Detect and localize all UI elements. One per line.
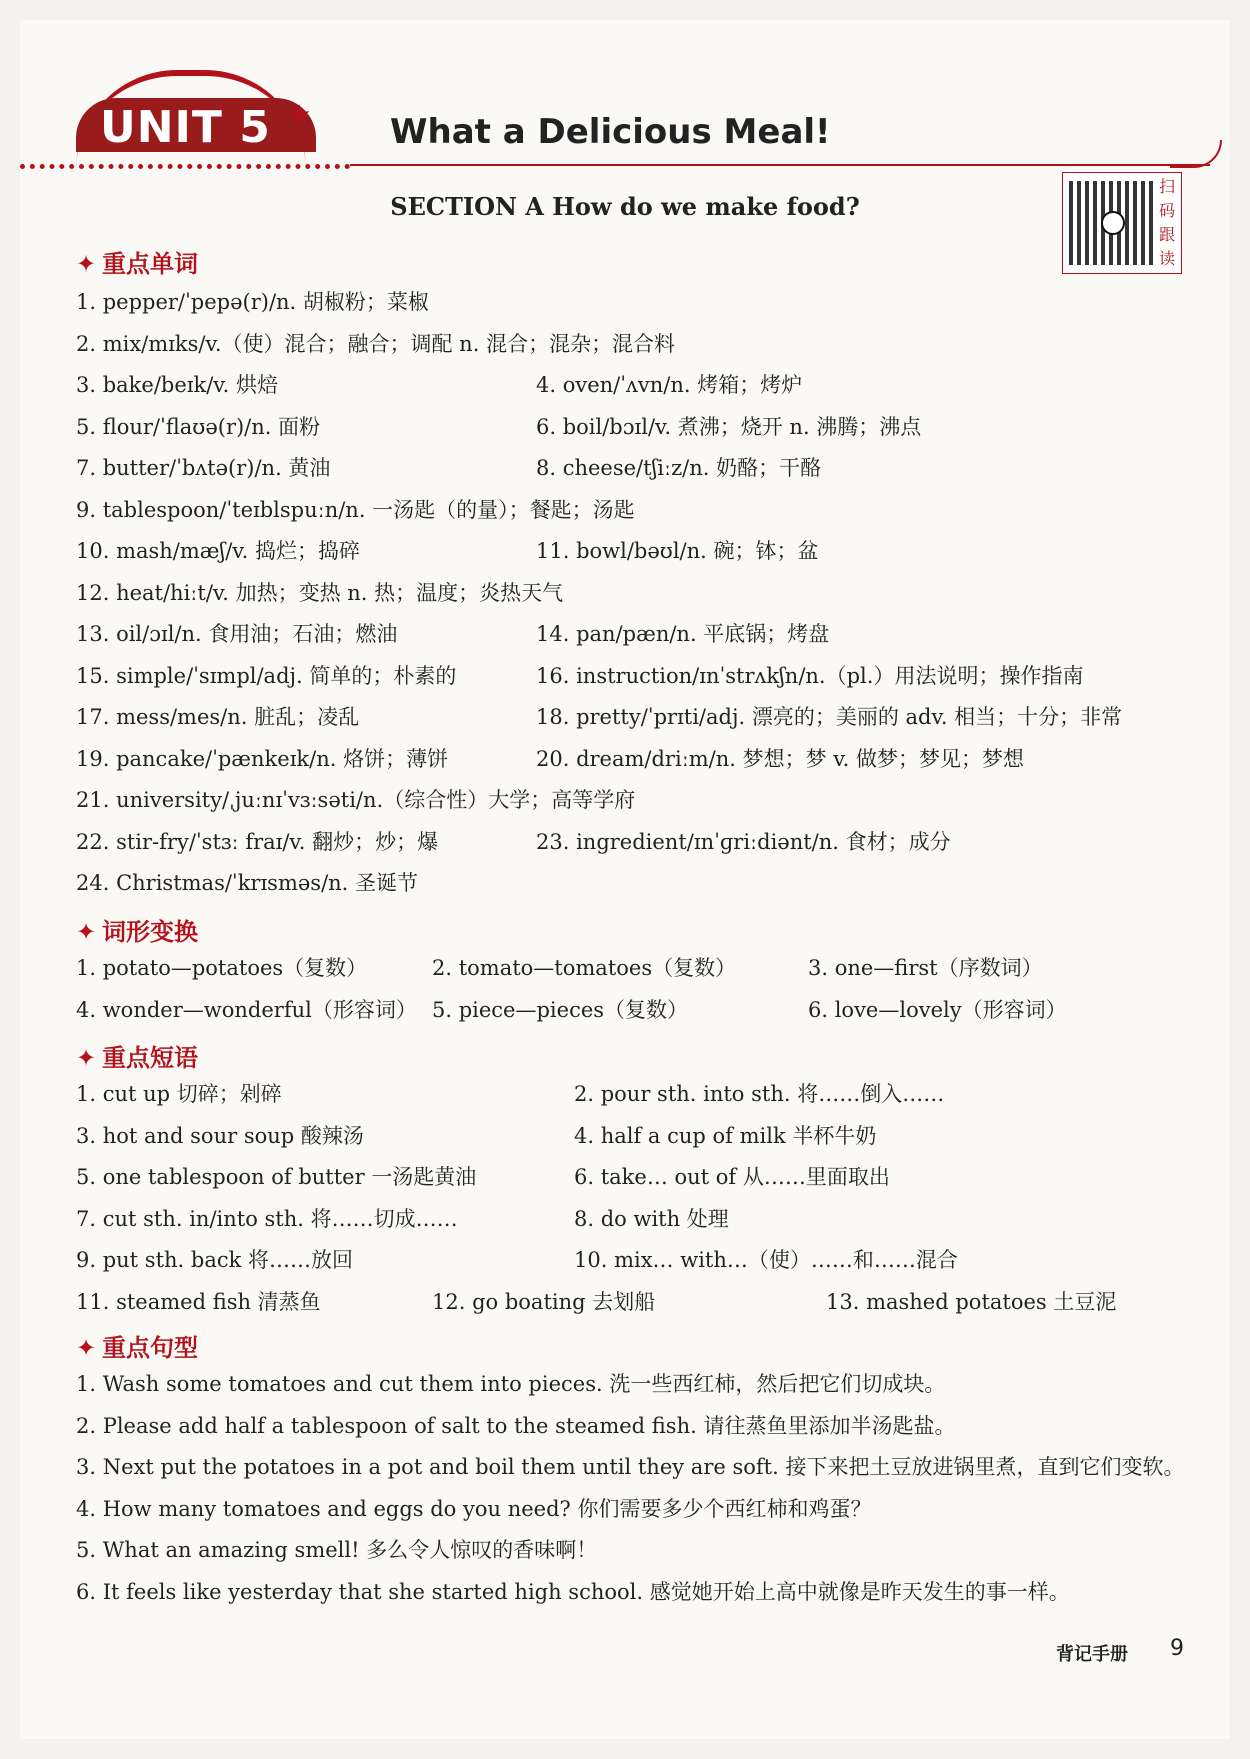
- wordform-item: 5. piece—pieces（复数）: [432, 997, 689, 1022]
- sentence-item: 4. How many tomatoes and eggs do you need? 你们需要多少个西红柿和鸡蛋？: [76, 1496, 872, 1521]
- phrase-item: 9. put sth. back 将……放回: [76, 1248, 354, 1272]
- heading-sentences: ✦ 重点句型: [76, 1334, 198, 1362]
- phrase-item: 1. cut up 切碎；剁碎: [76, 1082, 282, 1106]
- vocab-item: 12. heat/hiːt/v. 加热；变热 n. 热；温度；炎热天气: [76, 580, 564, 605]
- vocab-item: 5. flour/ˈflaʊə(r)/n. 面粉: [76, 414, 321, 439]
- vocab-item: 2. mix/mɪks/v.（使）混合；融合；调配 n. 混合；混杂；混合料: [76, 331, 676, 356]
- phrase-item: 4. half a cup of milk 半杯牛奶: [574, 1123, 877, 1148]
- vocab-item: 17. mess/mes/n. 脏乱；凌乱: [76, 705, 360, 729]
- phrase-item: 2. pour sth. into sth. 将……倒入……: [574, 1082, 945, 1106]
- vocab-item: 8. cheese/tʃiːz/n. 奶酪；干酪: [536, 456, 822, 480]
- vocab-item: 18. pretty/ˈprɪti/adj. 漂亮的；美丽的 adv. 相当；十分；非常: [536, 705, 1123, 729]
- wordform-item: 2. tomato—tomatoes（复数）: [432, 956, 737, 980]
- vocab-item: 13. oil/ɔɪl/n. 食用油；石油；燃油: [76, 622, 398, 646]
- sentence-item: 6. It feels like yesterday that she started high school. 感觉她开始上高中就像是昨天发生的事一样。: [76, 1579, 1070, 1604]
- star-icon: ★: [288, 100, 312, 130]
- vocab-item: 19. pancake/ˈpænkeɪk/n. 烙饼；薄饼: [76, 746, 449, 771]
- vocab-item: 1. pepper/ˈpepə(r)/n. 胡椒粉；菜椒: [76, 290, 429, 314]
- qr-code[interactable]: [1062, 172, 1182, 274]
- heading-phrases: ✦ 重点短语: [76, 1044, 198, 1072]
- vocab-item: 14. pan/pæn/n. 平底锅；烤盘: [536, 622, 830, 646]
- sentence-item: 1. Wash some tomatoes and cut them into pieces. 洗一些西红柿，然后把它们切成块。: [76, 1372, 946, 1396]
- vocab-item: 9. tablespoon/ˈteɪblspuːn/n. 一汤匙（的量）；餐匙；汤匙: [76, 497, 635, 522]
- header-rule: [350, 164, 1210, 166]
- vocab-item: 21. university/ˌjuːnɪˈvɜːsəti/n.（综合性）大学；高等学府: [76, 788, 636, 812]
- wordform-item: 3. one—first（序数词）: [808, 956, 1043, 980]
- vocab-item: 11. bowl/bəʊl/n. 碗；钵；盆: [536, 539, 819, 563]
- vocab-item: 23. ingredient/ɪnˈɡriːdiənt/n. 食材；成分: [536, 829, 951, 854]
- phrase-item: 6. take… out of 从……里面取出: [574, 1165, 890, 1189]
- page-title: What a Delicious Meal!: [390, 112, 831, 152]
- vocab-item: 22. stir-fry/ˈstɜː fraɪ/v. 翻炒；炒；爆: [76, 829, 439, 854]
- heading-wordforms: ✦ 词形变换: [76, 918, 198, 946]
- unit-badge: [76, 70, 306, 152]
- vocab-item: 15. simple/ˈsɪmpl/adj. 简单的；朴素的: [76, 663, 457, 688]
- vocab-item: 24. Christmas/ˈkrɪsməs/n. 圣诞节: [76, 871, 419, 895]
- section-title: SECTION A How do we make food?: [390, 192, 860, 221]
- vocab-item: 7. butter/ˈbʌtə(r)/n. 黄油: [76, 456, 331, 480]
- wordform-item: 6. love—lovely（形容词）: [808, 997, 1067, 1022]
- qr-label: 扫码跟读: [1159, 177, 1176, 268]
- vocab-item: 16. instruction/ɪnˈstrʌkʃn/n.（pl.）用法说明；操作指南: [536, 663, 1084, 688]
- phrase-item: 7. cut sth. in/into sth. 将……切成……: [76, 1206, 458, 1231]
- phrase-item: 8. do with 处理: [574, 1206, 729, 1231]
- sentence-item: 5. What an amazing smell! 多么令人惊叹的香味啊！: [76, 1538, 598, 1562]
- phrase-item: 3. hot and sour soup 酸辣汤: [76, 1123, 364, 1148]
- heading-icon: ✦: [76, 1334, 97, 1362]
- phrase-item: 5. one tablespoon of butter 一汤匙黄油: [76, 1165, 477, 1189]
- header-dotted-rule: [20, 164, 350, 169]
- wordform-item: 1. potato—potatoes（复数）: [76, 956, 368, 980]
- vocab-item: 3. bake/beɪk/v. 烘焙: [76, 373, 279, 397]
- vocab-item: 10. mash/mæʃ/v. 捣烂；捣碎: [76, 539, 361, 563]
- page-number: 9: [1170, 1636, 1184, 1661]
- phrase-item: 11. steamed fish 清蒸鱼: [76, 1289, 321, 1314]
- footer-book-label: 背记手册: [1056, 1644, 1128, 1665]
- heading-vocab: ✦ 重点单词: [76, 250, 198, 278]
- sentence-item: 3. Next put the potatoes in a pot and boil them until they are soft. 接下来把土豆放进锅里煮，直到它们变软。: [76, 1455, 1185, 1479]
- heading-icon: ✦: [76, 918, 97, 946]
- phrase-item: 10. mix… with…（使）……和……混合: [574, 1248, 958, 1272]
- vocab-item: 6. boil/bɔɪl/v. 煮沸；烧开 n. 沸腾；沸点: [536, 414, 922, 439]
- phrase-item: 12. go boating 去划船: [432, 1289, 656, 1314]
- heading-icon: ✦: [76, 1044, 97, 1072]
- vocab-item: 4. oven/ˈʌvn/n. 烤箱；烤炉: [536, 373, 803, 397]
- sentence-item: 2. Please add half a tablespoon of salt to the steamed fish. 请往蒸鱼里添加半汤匙盐。: [76, 1413, 956, 1438]
- heading-icon: ✦: [76, 250, 97, 278]
- unit-label: UNIT 5: [100, 102, 271, 153]
- vocab-item: 20. dream/driːm/n. 梦想；梦 v. 做梦；梦见；梦想: [536, 746, 1025, 771]
- qr-face-icon: [1101, 211, 1125, 235]
- phrase-item: 13. mashed potatoes 土豆泥: [826, 1289, 1117, 1314]
- wordform-item: 4. wonder—wonderful（形容词）: [76, 997, 417, 1022]
